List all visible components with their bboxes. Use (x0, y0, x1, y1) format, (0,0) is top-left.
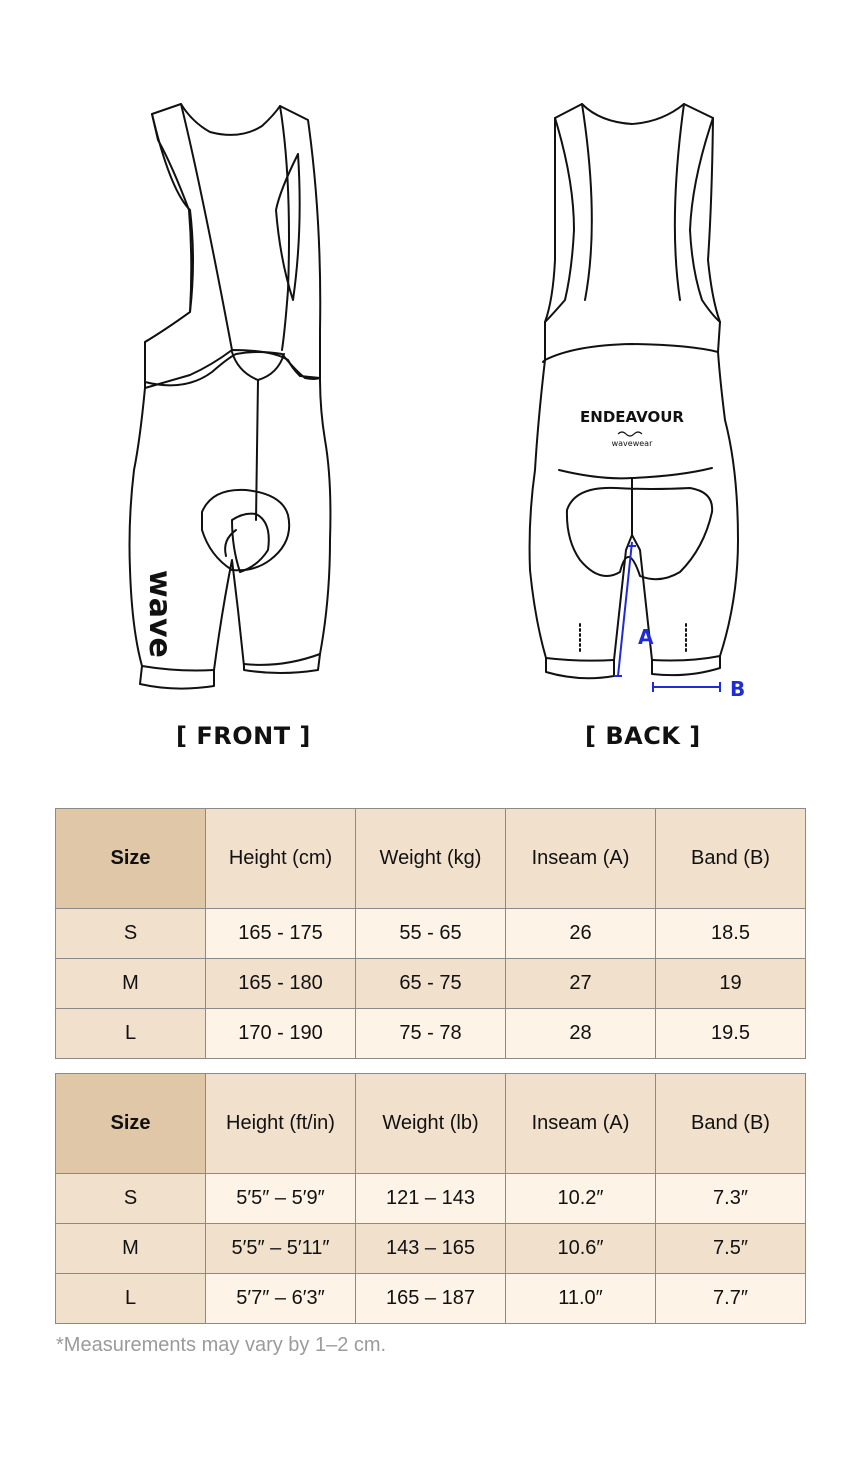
header-weight: Weight (lb) (356, 1074, 506, 1174)
marker-a-label: A (638, 625, 654, 649)
header-band: Band (B) (656, 809, 806, 909)
cell-size: S (56, 1174, 206, 1224)
imperial-size-table (55, 1073, 806, 1324)
back-view-label: [ BACK ] (585, 722, 701, 750)
cell-size: S (56, 909, 206, 959)
cell-weight: 55 - 65 (356, 909, 506, 959)
cell-size: M (56, 1224, 206, 1274)
band-marker (653, 682, 720, 692)
cell-band: 7.3″ (656, 1174, 806, 1224)
measurement-note: *Measurements may vary by 1–2 cm. (56, 1334, 387, 1356)
cell-size: M (56, 959, 206, 1009)
header-height: Height (cm) (206, 809, 356, 909)
table-row (56, 1274, 806, 1324)
cell-inseam: 11.0″ (506, 1274, 656, 1324)
cell-inseam: 27 (506, 959, 656, 1009)
table-row (56, 1174, 806, 1224)
header-size: Size (56, 809, 206, 909)
header-band: Band (B) (656, 1074, 806, 1174)
cell-height: 5′5″ – 5′9″ (206, 1174, 356, 1224)
table-header-row (56, 1074, 806, 1174)
cell-weight: 165 – 187 (356, 1274, 506, 1324)
cell-weight: 143 – 165 (356, 1224, 506, 1274)
header-size: Size (56, 1074, 206, 1174)
back-view (530, 104, 738, 678)
cell-band: 19 (656, 959, 806, 1009)
cell-height: 5′7″ – 6′3″ (206, 1274, 356, 1324)
front-view-label: [ FRONT ] (176, 722, 311, 750)
cell-weight: 75 - 78 (356, 1009, 506, 1059)
table-row (56, 909, 806, 959)
cell-band: 7.7″ (656, 1274, 806, 1324)
header-inseam: Inseam (A) (506, 1074, 656, 1174)
cell-inseam: 10.2″ (506, 1174, 656, 1224)
metric-size-table (55, 808, 806, 1059)
cell-band: 18.5 (656, 909, 806, 959)
cell-inseam: 10.6″ (506, 1224, 656, 1274)
table-row (56, 959, 806, 1009)
front-logo: wave (142, 570, 177, 658)
header-weight: Weight (kg) (356, 809, 506, 909)
cell-inseam: 28 (506, 1009, 656, 1059)
cell-size: L (56, 1274, 206, 1324)
table-header-row (56, 809, 806, 909)
cell-weight: 121 – 143 (356, 1174, 506, 1224)
table-row (56, 1009, 806, 1059)
cell-weight: 65 - 75 (356, 959, 506, 1009)
wave-icon (618, 432, 642, 436)
cell-band: 19.5 (656, 1009, 806, 1059)
cell-size: L (56, 1009, 206, 1059)
table-row (56, 1224, 806, 1274)
header-inseam: Inseam (A) (506, 809, 656, 909)
header-height: Height (ft/in) (206, 1074, 356, 1174)
cell-height: 170 - 190 (206, 1009, 356, 1059)
marker-b-label: B (730, 677, 746, 701)
cell-height: 165 - 175 (206, 909, 356, 959)
back-sub: wavewear (611, 439, 653, 448)
cell-height: 5′5″ – 5′11″ (206, 1224, 356, 1274)
back-brand: ENDEAVOUR (580, 408, 684, 426)
cell-inseam: 26 (506, 909, 656, 959)
cell-height: 165 - 180 (206, 959, 356, 1009)
cell-band: 7.5″ (656, 1224, 806, 1274)
